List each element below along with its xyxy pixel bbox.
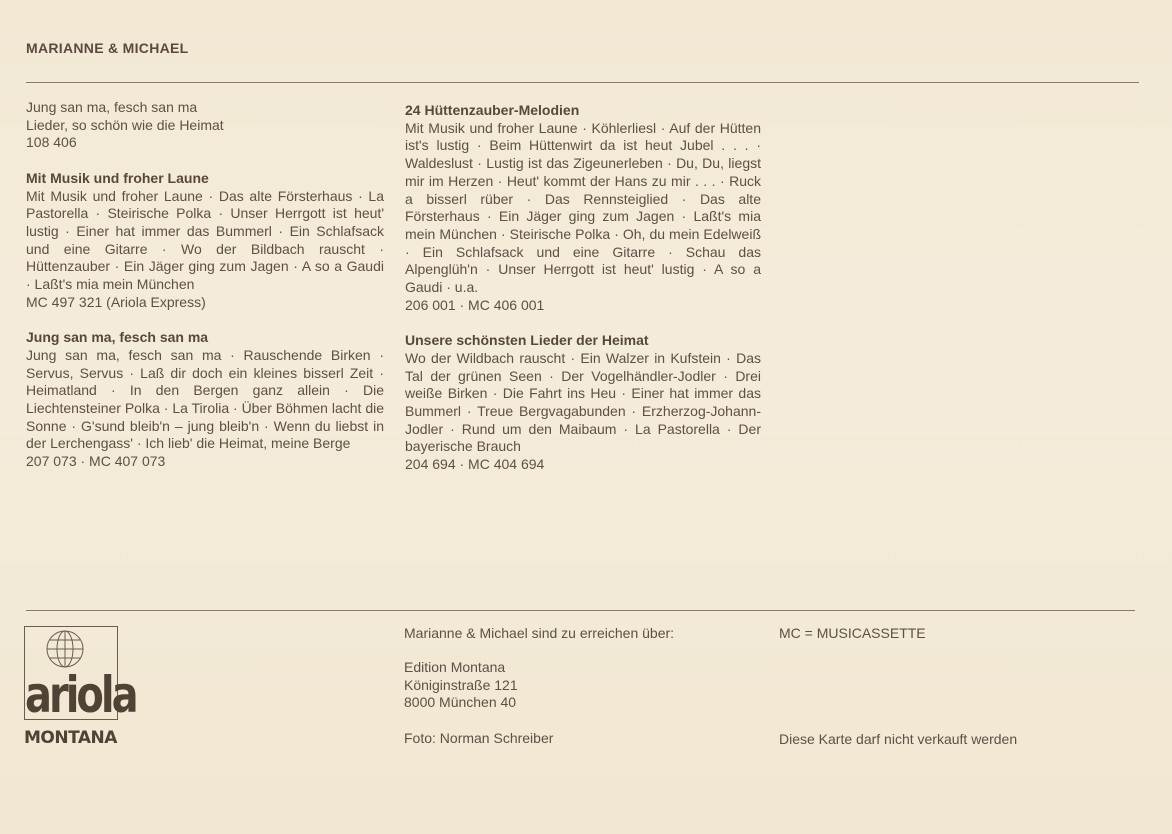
catalog-number: MC 497 321 (Ariola Express): [26, 293, 206, 310]
mc-note-text: MC = MUSICASSETTE: [779, 625, 926, 641]
album-heading: Mit Musik und froher Laune: [26, 169, 209, 186]
album-block: [26, 99, 384, 152]
catalog-number: 204 694 · MC 404 694: [405, 456, 545, 473]
ariola-montana-logo: [24, 626, 136, 748]
logo-box: [24, 626, 136, 725]
album-heading: Jung san ma, fesch san ma: [26, 329, 209, 346]
album-block: [26, 170, 384, 312]
photo-credit-text: Foto: Norman Schreiber: [404, 730, 554, 746]
logo-subtitle: MONTANA: [24, 728, 117, 748]
album-subtitle-line: Lieder, so schön wie die Heimat: [26, 116, 224, 133]
left-column: [26, 99, 384, 488]
catalog-number: 206 001 · MC 406 001: [405, 296, 545, 313]
address-line: 8000 München 40: [404, 694, 517, 711]
photo-credit: [404, 730, 553, 748]
album-title-line: Jung san ma, fesch san ma: [26, 99, 198, 115]
album-block: [405, 102, 761, 314]
album-block: [26, 329, 384, 471]
address-line: Königinstraße 121: [404, 676, 518, 693]
track-list: Mit Musik und froher Laune · Das alte Försterhaus · La Pastorella · Steirische Polka · Unser Herrgott ist heut' lustig · Einer hat immer das Bummerl · Ein Schlafsack und eine Gitarre · Wo der Bildbach rauscht · Hüttenzauber · Ein Jäger ging zum Jagen · A so a Gaudi · Laßt's mia mein München: [26, 187, 384, 293]
card-title: MARIANNE & MICHAEL: [26, 40, 189, 56]
track-list: Wo der Wildbach rauscht · Ein Walzer in Kufstein · Das Tal der grünen Seen · Der Vogelhändler-Jodler · Drei weiße Birken · Die Fahrt ins Heu · Einer hat immer das Bummerl · Treue Bergvagabunden · Erzherzog-Johann-Jodler · Rund um den Maibaum · La Pastorella · Der bayerische Brauch: [405, 349, 761, 455]
right-column: [405, 102, 761, 491]
address-block: [404, 659, 518, 712]
mc-note: [779, 625, 926, 643]
bottom-divider: [26, 610, 1135, 611]
logo-wordmark: ariola: [25, 667, 136, 725]
catalog-number: 108 406: [26, 134, 77, 151]
track-list: Jung san ma, fesch san ma · Rauschende Birken · Servus, Servus · Laß dir doch ein kleines bisserl Zeit · Heimatland · In den Bergen ganz allein · Die Liechtensteiner Polka · La Tirolia · Über Böhmen lacht die Sonne · G'sund bleib'n – jung bleib'n · Wenn du liebst in der Lerchengass' · Ich lieb' die Heimat, meine Berge: [26, 346, 384, 452]
address-line: Edition Montana: [404, 659, 506, 675]
album-heading: Unsere schönsten Lieder der Heimat: [405, 332, 649, 349]
album-heading: 24 Hüttenzauber-Melodien: [405, 102, 580, 118]
sale-note: [779, 731, 1017, 749]
contact-label-text: Marianne & Michael sind zu erreichen über:: [404, 625, 675, 641]
sale-note-text: Diese Karte darf nicht verkauft werden: [779, 731, 1018, 747]
track-list: Mit Musik und froher Laune · Köhlerliesl · Auf der Hütten ist's lustig · Beim Hüttenwirt da ist heut Jubel . . . · Waldeslust · Lustig ist das Zigeunerleben · Du, Du, liegst mir im Herzen · Heut' kommt der Hans zu mir . . . · Ruck a bisserl rüber · Das Rennsteiglied · Das alte Försterhaus · Ein Jäger ging zum Jagen · Laßt's mia mein München · Steirische Polka · Oh, du mein Edelweiß · Ein Schlafsack und eine Gitarre · Schau das Alpenglüh'n · Unser Herrgott ist heut' lustig · A so a Gaudi · u.a.: [405, 119, 761, 296]
catalog-number: 207 073 · MC 407 073: [26, 453, 166, 470]
album-block: [405, 332, 761, 474]
top-divider: [26, 82, 1139, 83]
contact-label: [404, 625, 674, 643]
